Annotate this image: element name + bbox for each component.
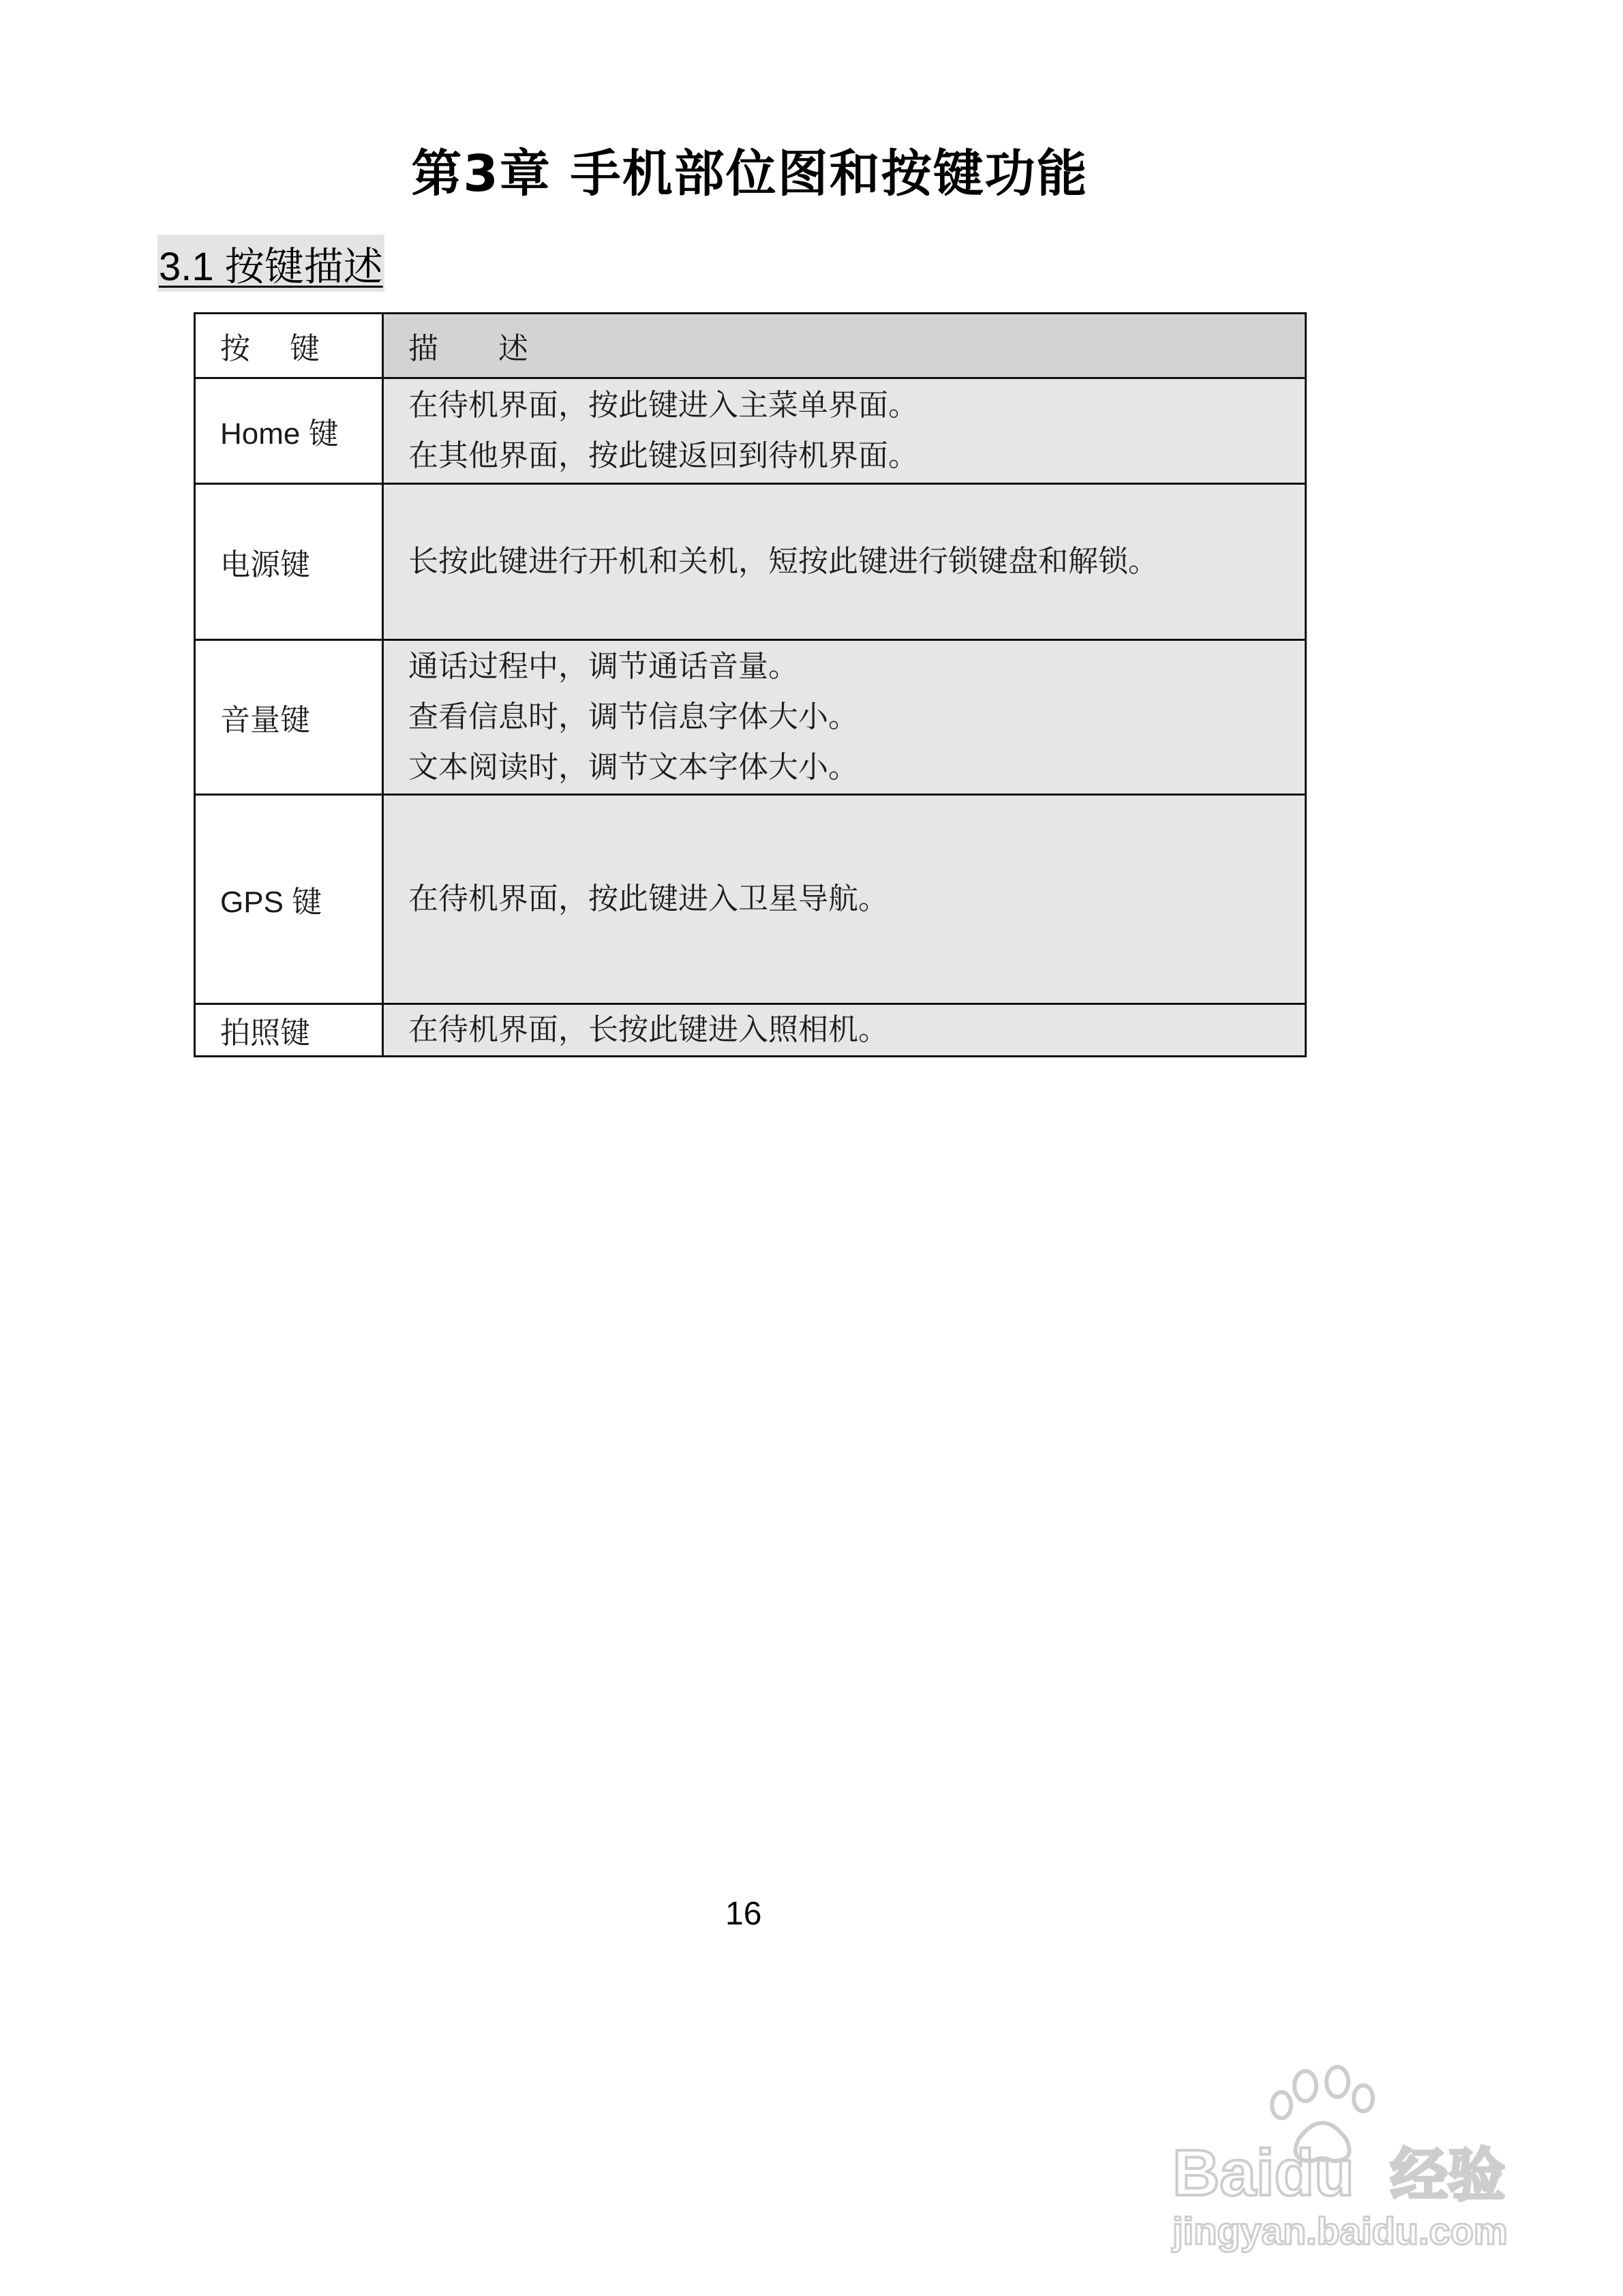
watermark-brand-cn: 经验 — [1391, 2142, 1506, 2209]
key-desc-cell — [383, 640, 1306, 795]
key-description-table — [194, 312, 1307, 1057]
key-name-cell: Home 键 — [195, 378, 383, 484]
desc-line: 在待机界面，按此键进入卫星导航。 — [408, 881, 888, 916]
key-name-cell: 拍照键 — [195, 1004, 383, 1057]
table-row — [195, 484, 1306, 640]
chapter-title: 第3章 手机部位图和按键功能 — [411, 145, 1089, 203]
key-desc-cell — [383, 378, 1306, 484]
table-row — [195, 378, 1306, 484]
key-name-cell: GPS 键 — [195, 795, 383, 1004]
key-desc-cell — [383, 1004, 1306, 1057]
key-desc-cell — [383, 795, 1306, 1004]
page-number: 16 — [725, 1896, 762, 1932]
key-desc-cell — [383, 484, 1306, 640]
baidu-jingyan-watermark — [1159, 2059, 1541, 2256]
table-row — [195, 1004, 1306, 1057]
watermark-url: jingyan.baidu.com — [1172, 2209, 1508, 2252]
section-title: 3.1 按键描述 — [157, 235, 384, 292]
desc-line: 长按此键进行开机和关机，短按此键进行锁键盘和解锁。 — [408, 544, 1158, 579]
desc-line: 通话过程中，调节通话音量。 — [408, 649, 798, 684]
desc-line: 在待机界面，长按此键进入照相机。 — [408, 1012, 888, 1047]
table-row — [195, 640, 1306, 795]
table-row — [195, 795, 1306, 1004]
watermark-brand: Baidu — [1172, 2136, 1354, 2209]
header-key-cell — [195, 314, 383, 378]
desc-line: 在待机界面，按此键进入主菜单界面。 — [408, 388, 918, 423]
desc-line: 在其他界面，按此键返回到待机界面。 — [408, 438, 918, 473]
desc-line: 文本阅读时，调节文本字体大小。 — [408, 750, 858, 785]
table-header-row — [195, 314, 1306, 378]
header-key-label: 按 键 — [220, 331, 335, 366]
desc-line: 查看信息时，调节信息字体大小。 — [408, 699, 858, 734]
header-desc-cell — [383, 314, 1306, 378]
key-name-cell: 音量键 — [195, 640, 383, 795]
key-name-cell: 电源键 — [195, 484, 383, 640]
header-desc-label: 描 述 — [408, 331, 528, 366]
